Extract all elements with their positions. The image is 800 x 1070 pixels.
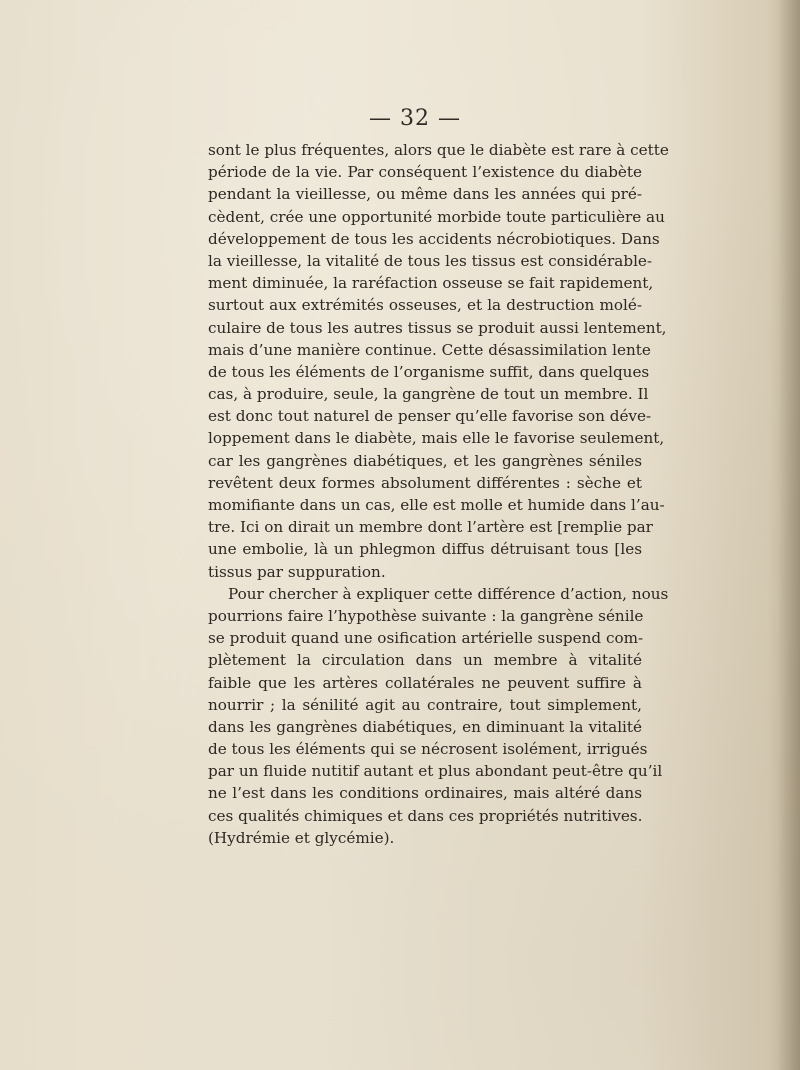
text-line: tre. Ici on dirait un membre dont l’artère est [remplie par (208, 518, 653, 537)
text-line: est donc tout naturel de penser qu’elle favorise son déve- (208, 407, 652, 426)
text-line: revêtent deux formes absolument différentes : sèche et (208, 473, 642, 492)
text-line: tissus par suppuration. (208, 562, 386, 581)
text-line: la vieillesse, la vitalité de tous les tissus est considérable- (208, 251, 653, 270)
text-line: mais d’une manière continue. Cette désassimilation lente (208, 340, 651, 359)
text-line: momifiante dans un cas, elle est molle et humide dans l’au- (208, 496, 665, 514)
text-line: cas, à produire, seule, la gangrène de tout un membre. Il (208, 385, 649, 404)
text-line: car les gangrènes diabétiques, et les gangrènes séniles (208, 451, 642, 470)
text-line: par un fluide nutitif autant et plus abondant peut-être qu’il (208, 762, 663, 781)
paragraph-1 (208, 139, 669, 583)
body-text (208, 139, 669, 849)
text-line: surtout aux extrémités osseuses, et la destruction molé- (208, 296, 642, 315)
text-line: se produit quand une osification artérielle suspend com- (208, 629, 644, 648)
text-line: Pour chercher à expliquer cette différence d’action, nous (228, 584, 669, 603)
page-number: — 32 — (369, 106, 461, 131)
text-line: pourrions faire l’hypothèse suivante : la gangrène sénile (208, 606, 644, 625)
text-line: développement de tous les accidents nécrobiotiques. Dans (208, 229, 660, 248)
text-line: faible que les artères collatérales ne peuvent suffire à (208, 673, 642, 692)
text-line: plètement la circulation dans un membre à vitalité (208, 651, 642, 670)
page-edge-shadow (778, 0, 800, 1070)
text-line: période de la vie. Par conséquent l’existence du diabète (208, 163, 642, 182)
text-line: nourrir ; la sénilité agit au contraire, tout simplement, (208, 695, 642, 714)
paragraph-2 (208, 583, 669, 849)
text-line: culaire de tous les autres tissus se produit aussi lentement, (208, 318, 667, 337)
text-line: une embolie, là un phlegmon diffus détruisant tous [les (208, 540, 642, 559)
text-line: ne l’est dans les conditions ordinaires, mais altéré dans (208, 784, 642, 803)
text-line: cèdent, crée une opportunité morbide toute particulière au (208, 207, 665, 226)
text-line: (Hydrémie et glycémie). (208, 828, 395, 847)
text-line: pendant la vieillesse, ou même dans les années qui pré- (208, 185, 642, 204)
text-line: sont le plus fréquentes, alors que le diabète est rare à cette (208, 141, 669, 159)
text-line: de tous les éléments qui se nécrosent isolément, irrigués (208, 740, 648, 759)
text-line: ces qualités chimiques et dans ces propriétés nutritives. (208, 806, 643, 825)
text-line: de tous les éléments de l’organisme suffit, dans quelques (208, 362, 650, 381)
text-line: dans les gangrènes diabétiques, en diminuant la vitalité (208, 717, 642, 736)
text-line: ment diminuée, la raréfaction osseuse se fait rapidement, (208, 274, 654, 293)
text-line: loppement dans le diabète, mais elle le favorise seulement, (208, 429, 665, 448)
